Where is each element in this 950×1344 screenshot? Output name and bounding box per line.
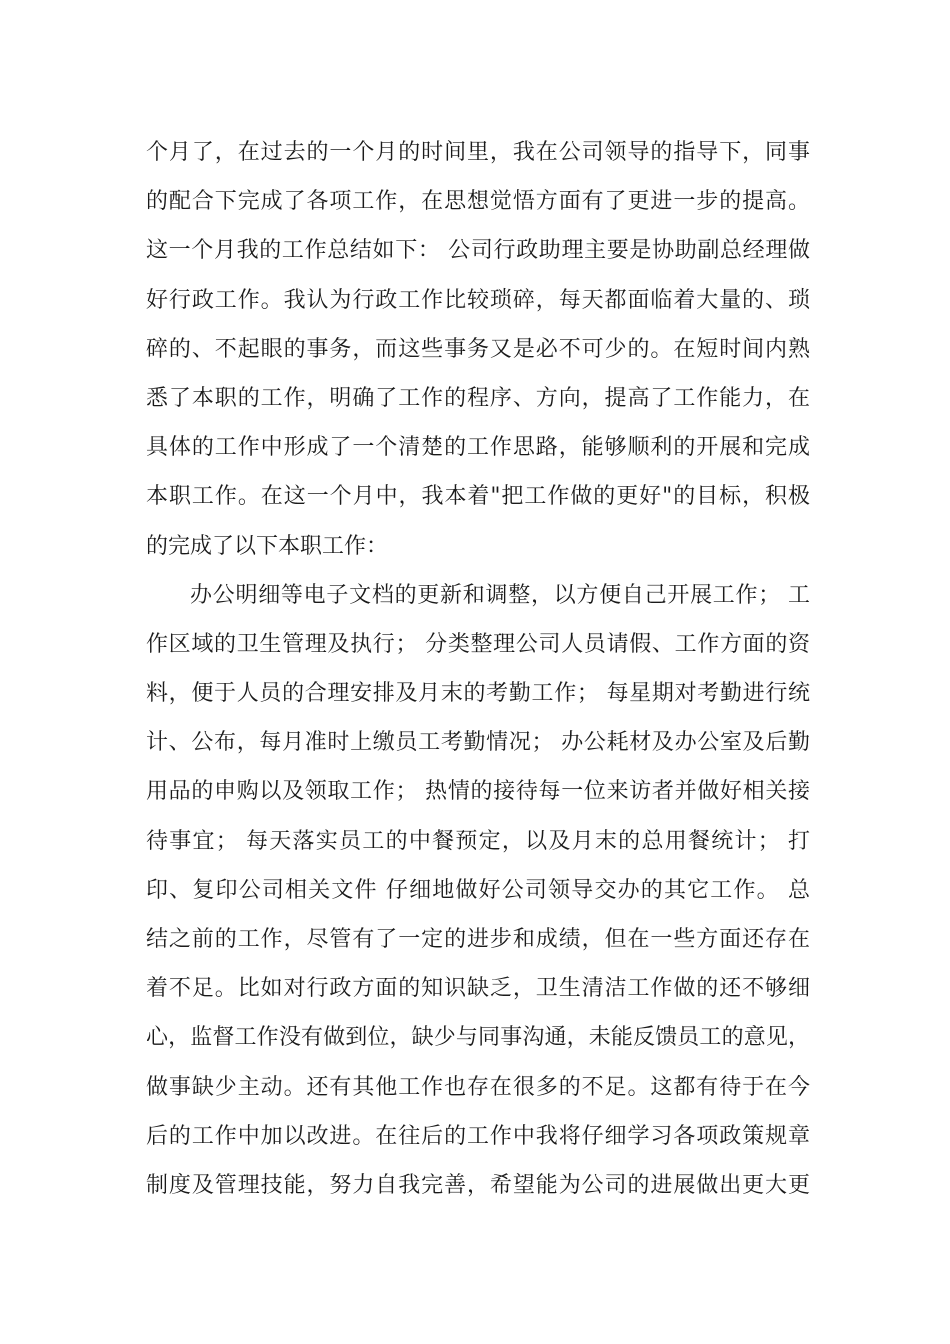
text-line: 的配合下完成了各项工作，在思想觉悟方面有了更进一步的提高。 (146, 189, 810, 215)
text-line: 好行政工作。我认为行政工作比较琐碎，每天都面临着大量的、琐 (146, 287, 810, 313)
text-line: 这一个月我的工作总结如下： 公司行政助理主要是协助副总经理做 (146, 238, 810, 264)
text-line: 后的工作中加以改进。在往后的工作中我将仔细学习各项政策规章 (146, 1123, 810, 1149)
text-line: 待事宜； 每天落实员工的中餐预定，以及月末的总用餐统计； 打 (146, 828, 810, 854)
text-line: 具体的工作中形成了一个清楚的工作思路，能够顺利的开展和完成 (146, 435, 810, 461)
text-line: 本职工作。在这一个月中，我本着"把工作做的更好"的目标，积极 (146, 484, 810, 510)
text-line: 碎的、不起眼的事务，而这些事务又是必不可少的。在短时间内熟 (146, 336, 810, 362)
text-line: 做事缺少主动。还有其他工作也存在很多的不足。这都有待于在今 (146, 1074, 810, 1100)
text-line: 计、公布，每月准时上缴员工考勤情况； 办公耗材及办公室及后勤 (146, 730, 810, 756)
text-line: 的完成了以下本职工作： (146, 533, 389, 559)
text-line: 办公明细等电子文档的更新和调整，以方便自己开展工作； 工 (190, 582, 810, 608)
text-line: 印、复印公司相关文件 仔细地做好公司领导交办的其它工作。 总 (146, 877, 810, 903)
text-line: 个月了，在过去的一个月的时间里，我在公司领导的指导下，同事 (146, 140, 810, 165)
text-line: 心，监督工作没有做到位，缺少与同事沟通，未能反馈员工的意见， (146, 1025, 810, 1051)
text-line: 料，便于人员的合理安排及月末的考勤工作； 每星期对考勤进行统 (146, 681, 810, 707)
text-line: 悉了本职的工作，明确了工作的程序、方向，提高了工作能力，在 (146, 385, 810, 411)
text-line: 着不足。比如对行政方面的知识缺乏，卫生清洁工作做的还不够细 (146, 976, 810, 1002)
text-line: 用品的申购以及领取工作； 热情的接待每一位来访者并做好相关接 (146, 779, 810, 805)
text-line: 作区域的卫生管理及执行； 分类整理公司人员请假、工作方面的资 (146, 631, 810, 657)
text-line: 制度及管理技能，努力自我完善，希望能为公司的进展做出更大更 (146, 1172, 810, 1198)
paragraph-1 (146, 128, 810, 571)
text-line: 结之前的工作，尽管有了一定的进步和成绩，但在一些方面还存在 (146, 927, 810, 952)
paragraph-2 (146, 571, 810, 1210)
body-text (146, 128, 810, 1210)
